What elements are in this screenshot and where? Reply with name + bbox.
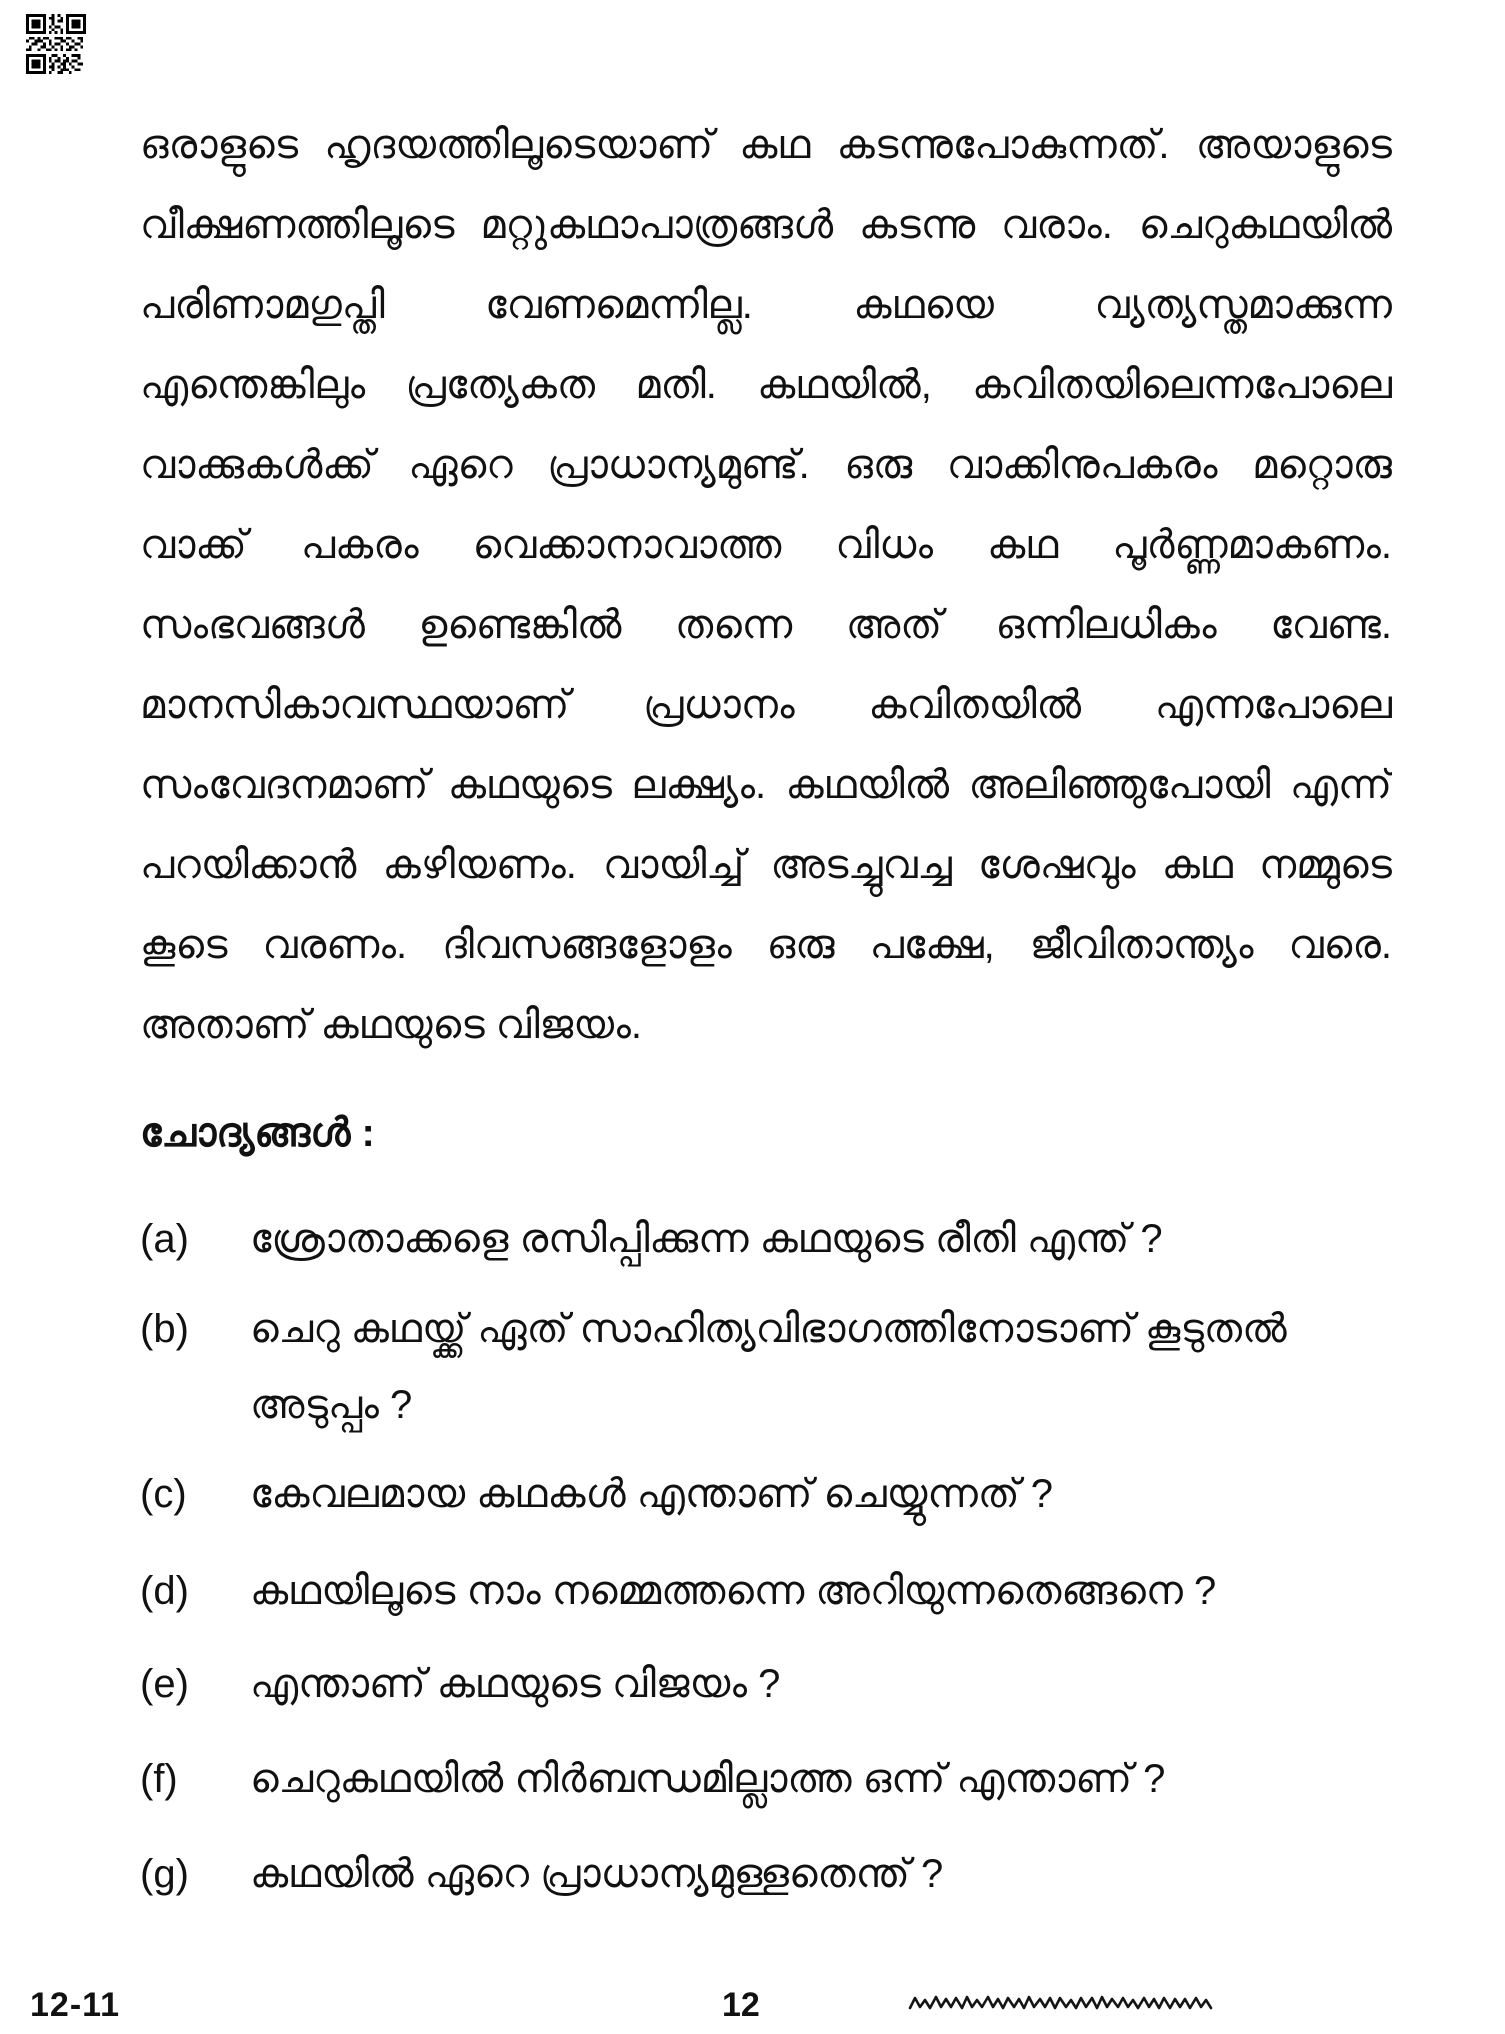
question-row-f <box>140 1741 1165 1817</box>
passage-line: വാക്കുകൾക്ക് ഏറെ പ്രാധാന്യമുണ്ട്. ഒരു വാക്കിനുപകരം മറ്റൊരു <box>140 443 1392 487</box>
paper-code: 12-11 <box>30 1986 121 2024</box>
passage-line: കൂടെ വരണം. ദിവസങ്ങളോളം ഒരു പക്ഷേ, ജീവിതാന്ത്യം വരെ. <box>140 923 1392 967</box>
question-row-b <box>140 1291 1287 1443</box>
question-row-g <box>140 1836 943 1912</box>
passage-line: വാക്ക് പകരം വെക്കാനാവാത്ത വിധം കഥ പൂർണ്ണമാകണം. <box>140 523 1392 567</box>
qr-code-icon <box>25 14 87 74</box>
page-number: 12 <box>722 1986 760 2024</box>
question-text: കേവലമായ കഥകൾ എന്താണ് ചെയ്യുന്നത് ? <box>250 1472 1053 1516</box>
passage-line: സംവേദനമാണ് കഥയുടെ ലക്ഷ്യം. കഥയിൽ അലിഞ്ഞുപോയി എന്ന് <box>140 763 1392 807</box>
question-row-c <box>140 1456 1053 1532</box>
question-label: (e) <box>140 1662 189 1706</box>
question-label: (b) <box>140 1307 189 1351</box>
passage-line: പറയിക്കാൻ കഴിയണം. വായിച്ച് അടച്ചുവച്ച ശേഷവും കഥ നമ്മുടെ <box>140 843 1392 887</box>
question-text: ശ്രോതാക്കളെ രസിപ്പിക്കുന്ന കഥയുടെ രീതി എന്ത് ? <box>250 1217 1163 1261</box>
question-text: ചെറു കഥയ്ക്ക് ഏത് സാഹിത്യവിഭാഗത്തിനോടാണ് കൂടുതൽ അടുപ്പം ? <box>250 1307 1287 1427</box>
question-text: കഥയിൽ ഏറെ പ്രാധാന്യമുള്ളതെന്ത് ? <box>250 1852 944 1896</box>
question-label: (c) <box>140 1472 187 1516</box>
question-label: (f) <box>140 1757 178 1801</box>
question-text: കഥയിലൂടെ നാം നമ്മെത്തന്നെ അറിയുന്നതെങ്ങനെ ? <box>250 1569 1217 1613</box>
question-row-a <box>140 1201 1163 1277</box>
passage-line: എന്തെങ്കിലും പ്രത്യേകത മതി. കഥയിൽ, കവിതയിലെന്നപോലെ <box>140 363 1392 407</box>
passage-line: വീക്ഷണത്തിലൂടെ മറ്റുകഥാപാത്രങ്ങൾ കടന്നു വരാം. ചെറുകഥയിൽ <box>140 203 1392 247</box>
passage-paragraph <box>140 105 1392 1065</box>
question-label: (d) <box>140 1569 189 1613</box>
question-row-d <box>140 1553 1216 1629</box>
question-label: (a) <box>140 1217 189 1261</box>
passage-line: അതാണ് കഥയുടെ വിജയം. <box>140 1003 642 1047</box>
passage-line: സംഭവങ്ങൾ ഉണ്ടെങ്കിൽ തന്നെ അത് ഒന്നിലധികം വേണ്ട. <box>140 603 1392 647</box>
question-row-e <box>140 1646 780 1722</box>
handwritten-squiggle <box>908 1990 1250 2016</box>
question-text: ചെറുകഥയിൽ നിർബന്ധമില്ലാത്ത ഒന്ന് എന്താണ് ? <box>250 1757 1166 1801</box>
question-text: എന്താണ് കഥയുടെ വിജയം ? <box>250 1662 781 1706</box>
questions-heading: ചോദ്യങ്ങൾ : <box>140 1111 375 1155</box>
passage-line: മാനസികാവസ്ഥയാണ് പ്രധാനം കവിതയിൽ എന്നപോലെ <box>140 683 1392 727</box>
passage-line: പരിണാമഗുപ്തി വേണമെന്നില്ല. കഥയെ വ്യത്യസ്തമാക്കുന്ന <box>140 283 1392 327</box>
question-label: (g) <box>140 1852 189 1896</box>
passage-line: ഒരാളുടെ ഹൃദയത്തിലൂടെയാണ് കഥ കടന്നുപോകുന്നത്. അയാളുടെ <box>140 123 1392 167</box>
